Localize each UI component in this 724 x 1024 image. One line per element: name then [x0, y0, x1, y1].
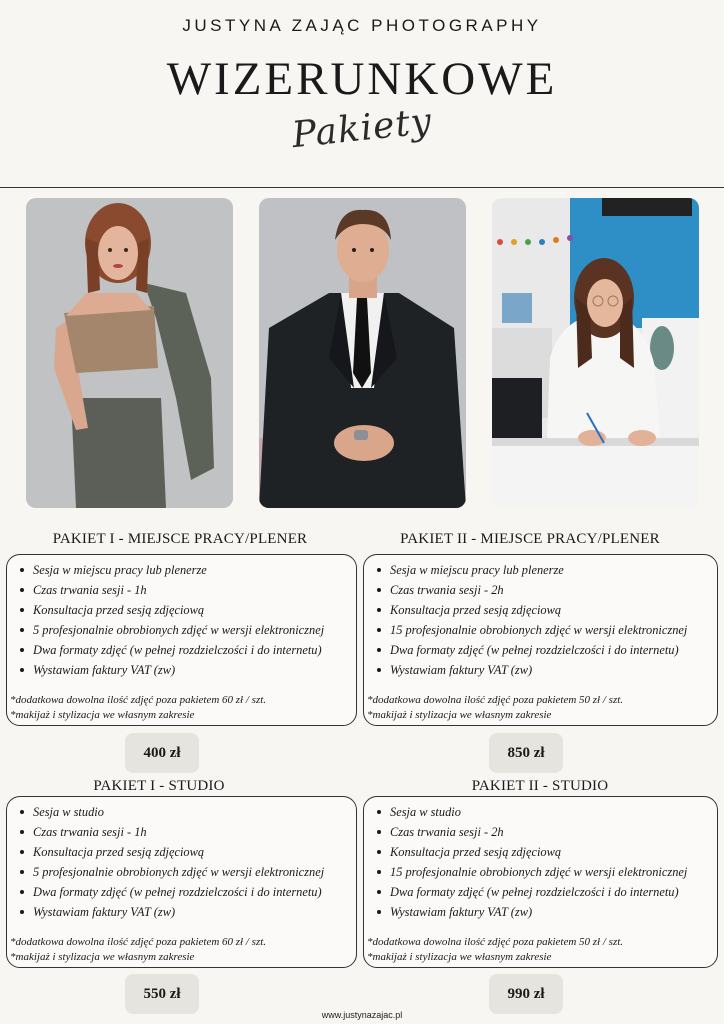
feature-item: Wystawiam faktury VAT (zw): [374, 660, 709, 680]
page-title: WIZERUNKOWE: [166, 53, 558, 105]
package-card: [363, 554, 718, 726]
feature-item: Konsultacja przed sesją zdjęciową: [17, 600, 348, 620]
feature-list: [17, 560, 348, 680]
price-badge: 400 zł: [125, 733, 199, 773]
photo-man-suit: [259, 198, 466, 508]
feature-item: Dwa formaty zdjęć (w pełnej rozdzielczości i do internetu): [17, 882, 348, 902]
feature-item: Sesja w miejscu pracy lub plenerze: [17, 560, 348, 580]
brand-name: JUSTYNA ZAJĄC PHOTOGRAPHY: [182, 16, 542, 35]
makeup-note: *makijaż i stylizacja we własnym zakresie: [367, 709, 552, 721]
feature-item: Konsultacja przed sesją zdjęciową: [374, 600, 709, 620]
makeup-note: *makijaż i stylizacja we własnym zakresie: [367, 951, 552, 963]
makeup-note: *makijaż i stylizacja we własnym zakresie: [10, 709, 195, 721]
feature-item: Sesja w studio: [374, 802, 709, 822]
photo-woman-blazer: [26, 198, 233, 508]
package-title: PAKIET I - MIEJSCE PRACY/PLENER: [52, 531, 308, 547]
extra-photos-note: *dodatkowa dowolna ilość zdjęć poza pakietem 50 zł / szt.: [367, 936, 624, 948]
feature-item: Sesja w studio: [17, 802, 348, 822]
feature-item: Dwa formaty zdjęć (w pełnej rozdzielczości i do internetu): [17, 640, 348, 660]
feature-item: Konsultacja przed sesją zdjęciową: [374, 842, 709, 862]
photo-woman-desk: [492, 198, 699, 508]
price-badge: 990 zł: [489, 974, 563, 1014]
feature-item: Wystawiam faktury VAT (zw): [17, 902, 348, 922]
price-badge: 850 zł: [489, 733, 563, 773]
feature-item: Sesja w miejscu pracy lub plenerze: [374, 560, 709, 580]
package-card: [6, 796, 357, 968]
divider: [0, 187, 724, 188]
feature-item: Czas trwania sesji - 1h: [17, 580, 348, 600]
package-title: PAKIET II - STUDIO: [471, 778, 609, 794]
package-card: [363, 796, 718, 968]
feature-item: Czas trwania sesji - 2h: [374, 822, 709, 842]
page-subtitle: Pakiety: [289, 100, 435, 157]
extra-photos-note: *dodatkowa dowolna ilość zdjęć poza pakietem 60 zł / szt.: [10, 936, 267, 948]
website-link[interactable]: www.justynazajac.pl: [321, 1010, 403, 1020]
feature-item: Dwa formaty zdjęć (w pełnej rozdzielczości i do internetu): [374, 882, 709, 902]
feature-item: Czas trwania sesji - 1h: [17, 822, 348, 842]
extra-photos-note: *dodatkowa dowolna ilość zdjęć poza pakietem 50 zł / szt.: [367, 694, 624, 706]
makeup-note: *makijaż i stylizacja we własnym zakresie: [10, 951, 195, 963]
feature-item: 5 profesjonalnie obrobionych zdjęć w wersji elektronicznej: [17, 620, 348, 640]
package-title: PAKIET I - STUDIO: [93, 778, 225, 794]
feature-list: [374, 802, 709, 922]
feature-item: Konsultacja przed sesją zdjęciową: [17, 842, 348, 862]
package-card: [6, 554, 357, 726]
feature-list: [17, 802, 348, 922]
feature-list: [374, 560, 709, 680]
extra-photos-note: *dodatkowa dowolna ilość zdjęć poza pakietem 60 zł / szt.: [10, 694, 267, 706]
feature-item: Czas trwania sesji - 2h: [374, 580, 709, 600]
feature-item: Wystawiam faktury VAT (zw): [17, 660, 348, 680]
package-title: PAKIET II - MIEJSCE PRACY/PLENER: [400, 531, 660, 547]
price-badge: 550 zł: [125, 974, 199, 1014]
feature-item: Dwa formaty zdjęć (w pełnej rozdzielczości i do internetu): [374, 640, 709, 660]
feature-item: Wystawiam faktury VAT (zw): [374, 902, 709, 922]
feature-item: 15 profesjonalnie obrobionych zdjęć w wersji elektronicznej: [374, 862, 709, 882]
feature-item: 5 profesjonalnie obrobionych zdjęć w wersji elektronicznej: [17, 862, 348, 882]
feature-item: 15 profesjonalnie obrobionych zdjęć w wersji elektronicznej: [374, 620, 709, 640]
